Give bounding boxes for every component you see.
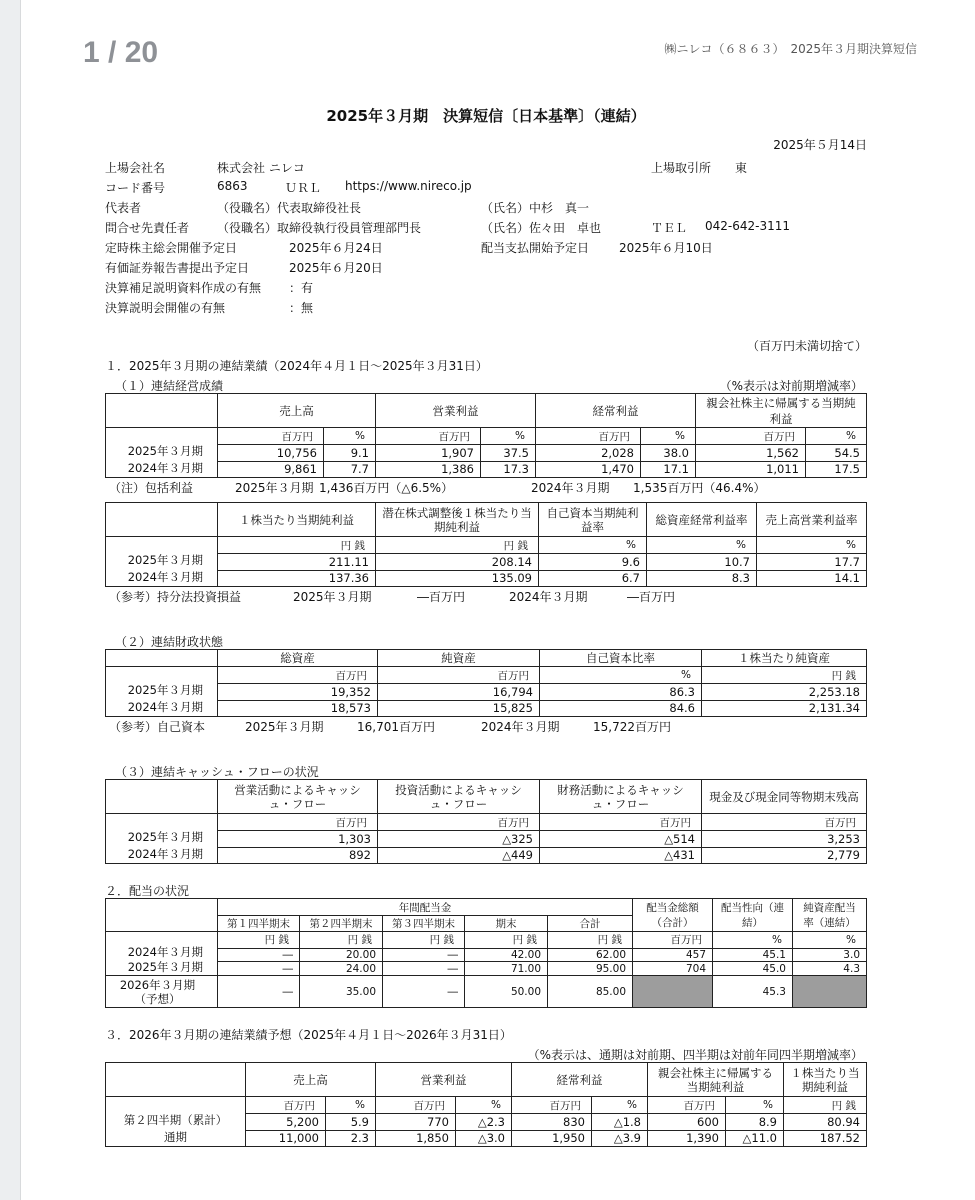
- col-header: 合計: [548, 916, 633, 932]
- col-header: 営業利益: [376, 394, 536, 428]
- cell: 830: [512, 1114, 592, 1130]
- row-label: 2024年３月期: [127, 700, 203, 714]
- unit: %: [324, 428, 376, 445]
- unit: %: [806, 428, 867, 445]
- col-header: 売上高営業利益率: [757, 503, 867, 537]
- table-row: [106, 554, 867, 570]
- cell: ―: [383, 948, 465, 962]
- section-1-title: １．2025年３月期の連結業績（2024年４月１日～2025年３月31日）: [105, 359, 488, 373]
- info-row: [105, 199, 867, 219]
- col-header: １株当たり当期純利益: [784, 1063, 867, 1097]
- row-label: 2025年３月期: [127, 553, 203, 567]
- cell: 35.00: [300, 976, 383, 1008]
- section-1-1-row: [105, 377, 867, 393]
- unit: 百万円: [218, 428, 324, 445]
- section-1-2-title: （２）連結財政状態: [115, 635, 224, 649]
- report-label: 有価証券報告書提出予定日: [105, 261, 250, 275]
- unit: 円 銭: [548, 932, 633, 949]
- cell: 3,253: [702, 831, 867, 847]
- unit: %: [793, 932, 867, 949]
- cell: 86.3: [540, 684, 702, 700]
- page-indicator: 1 / 20: [83, 36, 159, 69]
- col-header: 現金及び現金同等物期末残高: [702, 780, 867, 814]
- row-label: 第２四半期（累計）: [123, 1113, 228, 1127]
- cell: 54.5: [806, 445, 867, 461]
- table-dividends: [105, 898, 867, 1008]
- url-label: ＵＲＬ: [285, 181, 322, 195]
- briefing-label: 決算説明会開催の有無: [105, 301, 226, 315]
- cell: 2,131.34: [702, 700, 867, 716]
- unit: %: [326, 1097, 376, 1114]
- forecast-pct-note: （%表示は、通期は対前期、四半期は対前年同四半期増減率）: [527, 1048, 863, 1062]
- cell: 9.1: [324, 445, 376, 461]
- cell: 137.36: [218, 570, 376, 586]
- div-start-label: 配当支払開始予定日: [481, 241, 590, 255]
- table-cash-flows: [105, 779, 867, 864]
- unit: 円 銭: [784, 1097, 867, 1114]
- cell: 10.7: [647, 554, 757, 570]
- code-label: コード番号: [105, 181, 166, 195]
- cell: 6.7: [539, 570, 647, 586]
- row-label: 2024年３月期: [127, 945, 203, 959]
- unit: 円 銭: [383, 932, 465, 949]
- unit: %: [757, 537, 867, 554]
- unit: 百万円: [512, 1097, 592, 1114]
- cell: 704: [633, 962, 713, 976]
- info-row: [105, 219, 867, 239]
- unit: 円 銭: [376, 537, 539, 554]
- col-header: 第２四半期末: [300, 916, 383, 932]
- cell: 1,850: [376, 1130, 456, 1146]
- col-group-header: 年間配当金: [218, 899, 633, 916]
- doc-date: 2025年５月14日: [773, 138, 867, 152]
- col-header: 配当金総額（合計）: [633, 899, 713, 932]
- cell: 84.6: [540, 700, 702, 716]
- cell: 2,028: [536, 445, 641, 461]
- table-row: [106, 445, 867, 461]
- info-row: [105, 279, 867, 299]
- unit: %: [592, 1097, 648, 1114]
- shaded-cell: [793, 976, 867, 1008]
- cell: 11,000: [246, 1130, 326, 1146]
- col-header: 経常利益: [536, 394, 696, 428]
- col-header: 潜在株式調整後１株当たり当期純利益: [376, 503, 539, 537]
- cell: 5.9: [326, 1114, 376, 1130]
- unit: %: [726, 1097, 784, 1114]
- info-row: [105, 299, 867, 319]
- report-value: 2025年６月20日: [289, 261, 383, 275]
- cell: ―: [218, 962, 300, 976]
- unit: %: [641, 428, 696, 445]
- info-row: [105, 179, 867, 199]
- row-label: 2025年３月期: [127, 444, 203, 458]
- table-forecast: [105, 1062, 867, 1147]
- row-labels: [106, 428, 218, 478]
- cell: △325: [378, 831, 540, 847]
- rounding-note: （百万円未満切捨て）: [746, 339, 867, 353]
- unit: 円 銭: [218, 537, 376, 554]
- cell: 600: [648, 1114, 726, 1130]
- unit: %: [540, 667, 702, 684]
- col-header: 自己資本当期純利益率: [539, 503, 647, 537]
- cell: 18,573: [218, 700, 378, 716]
- row-label: 2025年３月期: [127, 830, 203, 844]
- col-header: 営業活動によるキャッシュ・フロー: [218, 780, 378, 814]
- col-header: 自己資本比率: [540, 650, 702, 667]
- info-row: [105, 159, 867, 179]
- table-operating-results: [105, 393, 867, 478]
- cell: 38.0: [641, 445, 696, 461]
- col-header: 親会社株主に帰属する当期純利益: [648, 1063, 784, 1097]
- unit: 百万円: [633, 932, 713, 949]
- pct-note: （%表示は対前期増減率）: [719, 379, 863, 393]
- row-label: 2024年３月期: [127, 847, 203, 861]
- company-label: 上場会社名: [105, 161, 166, 175]
- unit: 百万円: [376, 428, 481, 445]
- col-header: 期末: [465, 916, 548, 932]
- cell: 1,470: [536, 461, 641, 477]
- row-labels: [106, 932, 218, 976]
- unit: %: [713, 932, 793, 949]
- table-financial-position: [105, 649, 867, 717]
- contact-role: （役職名）取締役執行役員管理部門長: [217, 221, 422, 235]
- col-header: 純資産配当率（連結）: [793, 899, 867, 932]
- cell: ―: [218, 976, 300, 1008]
- cell: △431: [540, 847, 702, 863]
- cell: ―: [383, 962, 465, 976]
- unit: 円 銭: [300, 932, 383, 949]
- cell: 45.3: [713, 976, 793, 1008]
- unit: %: [456, 1097, 512, 1114]
- cell: 9,861: [218, 461, 324, 477]
- cell: 4.3: [793, 962, 867, 976]
- cell: 42.00: [465, 948, 548, 962]
- section-1-1-title: （１）連結経営成績: [115, 379, 224, 393]
- tel-label: ＴＥＬ: [651, 221, 688, 235]
- agm-value: 2025年６月24日: [289, 241, 383, 255]
- col-header: 営業利益: [376, 1063, 512, 1097]
- cell: 892: [218, 847, 378, 863]
- cell: 770: [376, 1114, 456, 1130]
- col-header: 売上高: [218, 394, 376, 428]
- table-row: [106, 700, 867, 716]
- cell: △3.9: [592, 1130, 648, 1146]
- cell: △3.0: [456, 1130, 512, 1146]
- unit: 百万円: [218, 667, 378, 684]
- table-row: [106, 461, 867, 477]
- code-value: 6863: [217, 179, 248, 193]
- cell: 1,950: [512, 1130, 592, 1146]
- cell: 8.9: [726, 1114, 784, 1130]
- table-row: [106, 570, 867, 586]
- note-equity-capital: （参考）自己資本 2025年３月期 16,701百万円 2024年３月期 15,722百万円: [109, 719, 671, 734]
- briefing-value: ：無: [289, 301, 314, 315]
- agm-label: 定時株主総会開催予定日: [105, 241, 238, 255]
- info-row: [105, 239, 867, 259]
- cell: 187.52: [784, 1130, 867, 1146]
- rep-role: （役職名）代表取締役社長: [217, 201, 362, 215]
- cell: 17.1: [641, 461, 696, 477]
- note-equity-method: （参考）持分法投資損益 2025年３月期 ―百万円 2024年３月期 ―百万円: [109, 589, 676, 604]
- unit: 百万円: [218, 814, 378, 831]
- unit: 百万円: [702, 814, 867, 831]
- unit: 円 銭: [218, 932, 300, 949]
- cell: 5,200: [246, 1114, 326, 1130]
- cell: 37.5: [481, 445, 536, 461]
- document-body: [105, 105, 867, 1147]
- row-label: 2024年３月期: [127, 570, 203, 584]
- table-row: [106, 847, 867, 863]
- cell: 45.0: [713, 962, 793, 976]
- cell: 1,303: [218, 831, 378, 847]
- row-labels: [106, 667, 218, 717]
- unit: %: [481, 428, 536, 445]
- row-labels: [106, 814, 218, 864]
- unit: 円 銭: [465, 932, 548, 949]
- rep-label: 代表者: [105, 201, 142, 215]
- company-name: 株式会社 ニレコ: [217, 161, 305, 175]
- col-header: 投資活動によるキャッシュ・フロー: [378, 780, 540, 814]
- table-row: [106, 684, 867, 700]
- cell: 45.1: [713, 948, 793, 962]
- table-row: [106, 948, 867, 962]
- cell: 95.00: [548, 962, 633, 976]
- cell: 1,390: [648, 1130, 726, 1146]
- rep-name: （氏名）中杉 真一: [481, 201, 590, 215]
- unit: 円 銭: [702, 667, 867, 684]
- cell: 15,825: [378, 700, 540, 716]
- contact-label: 問合せ先責任者: [105, 221, 190, 235]
- table-row: [106, 962, 867, 976]
- cell: 17.3: [481, 461, 536, 477]
- cell: 62.00: [548, 948, 633, 962]
- cell: 457: [633, 948, 713, 962]
- cell: 208.14: [376, 554, 539, 570]
- cell: 17.5: [806, 461, 867, 477]
- cell: △1.8: [592, 1114, 648, 1130]
- col-header: 財務活動によるキャッシュ・フロー: [540, 780, 702, 814]
- cell: 1,011: [696, 461, 806, 477]
- unit: 百万円: [536, 428, 641, 445]
- contact-name: （氏名）佐々田 卓也: [481, 221, 602, 235]
- supp-value: ：有: [289, 281, 314, 295]
- cell: 1,386: [376, 461, 481, 477]
- unit: 百万円: [378, 814, 540, 831]
- cell: 8.3: [647, 570, 757, 586]
- div-start-value: 2025年６月10日: [619, 241, 713, 255]
- cell: 71.00: [465, 962, 548, 976]
- cell: △514: [540, 831, 702, 847]
- tel-value: 042-642-3111: [705, 219, 791, 233]
- cell: 1,907: [376, 445, 481, 461]
- cell: △449: [378, 847, 540, 863]
- exchange-value: 東: [735, 161, 748, 175]
- section-2-title: ２．配当の状況: [105, 884, 190, 898]
- unit: 百万円: [246, 1097, 326, 1114]
- cell: 85.00: [548, 976, 633, 1008]
- row-label: 2025年３月期: [127, 960, 203, 974]
- cell: 19,352: [218, 684, 378, 700]
- section-1-3-title: （３）連結キャッシュ・フローの状況: [115, 765, 319, 779]
- cell: 16,794: [378, 684, 540, 700]
- col-header: 第３四半期末: [383, 916, 465, 932]
- row-label: 2024年３月期: [127, 461, 203, 475]
- col-header: 総資産経常利益率: [647, 503, 757, 537]
- cell: 24.00: [300, 962, 383, 976]
- row-labels: [106, 537, 218, 587]
- cell: 9.6: [539, 554, 647, 570]
- cell: 2.3: [326, 1130, 376, 1146]
- unit: 百万円: [696, 428, 806, 445]
- cell: 3.0: [793, 948, 867, 962]
- cell: △2.3: [456, 1114, 512, 1130]
- table-row: [106, 831, 867, 847]
- cell: △11.0: [726, 1130, 784, 1146]
- unit: %: [647, 537, 757, 554]
- url-link[interactable]: https://www.nireco.jp: [345, 179, 472, 193]
- table-per-share: [105, 502, 867, 587]
- supp-label: 決算補足説明資料作成の有無: [105, 281, 262, 295]
- unit: 百万円: [378, 667, 540, 684]
- shaded-cell: [633, 976, 713, 1008]
- col-header: 経常利益: [512, 1063, 648, 1097]
- cell: 2,253.18: [702, 684, 867, 700]
- col-header: 総資産: [218, 650, 378, 667]
- cell: 211.11: [218, 554, 376, 570]
- col-header: １株当たり当期純利益: [218, 503, 376, 537]
- cell: 80.94: [784, 1114, 867, 1130]
- note-comprehensive-income: （注）包括利益 2025年３月期 1,436百万円（△6.5%） 2024年３月期 1,535百万円（46.4%）: [109, 480, 766, 495]
- section-3-title: ３．2026年３月期の連結業績予想（2025年４月１日～2026年３月31日）: [105, 1028, 512, 1042]
- row-label: 2026年３月期 （予想）: [106, 976, 218, 1008]
- cell: 14.1: [757, 570, 867, 586]
- running-header: ㈱ニレコ（６８６３） 2025年３月期決算短信: [664, 42, 917, 56]
- col-header: １株当たり純資産: [702, 650, 867, 667]
- cell: 135.09: [376, 570, 539, 586]
- unit: %: [539, 537, 647, 554]
- cell: ―: [218, 948, 300, 962]
- col-header: 第１四半期末: [218, 916, 300, 932]
- cell: ―: [383, 976, 465, 1008]
- cell: 10,756: [218, 445, 324, 461]
- unit: 百万円: [540, 814, 702, 831]
- col-header: 売上高: [246, 1063, 376, 1097]
- table-row-forecast: [106, 976, 867, 1008]
- cell: 20.00: [300, 948, 383, 962]
- unit: 百万円: [648, 1097, 726, 1114]
- col-header: 配当性向（連結）: [713, 899, 793, 932]
- exchange-label: 上場取引所: [651, 161, 712, 175]
- cell: 2,779: [702, 847, 867, 863]
- col-header: 親会社株主に帰属する当期純利益: [696, 394, 867, 428]
- cell: 50.00: [465, 976, 548, 1008]
- cell: 17.7: [757, 554, 867, 570]
- unit: 百万円: [376, 1097, 456, 1114]
- row-labels: [106, 1097, 246, 1147]
- row-label: 2025年３月期: [127, 683, 203, 697]
- col-header: 純資産: [378, 650, 540, 667]
- info-row: [105, 259, 867, 279]
- row-label: 通期: [164, 1130, 187, 1144]
- cell: 7.7: [324, 461, 376, 477]
- cell: 1,562: [696, 445, 806, 461]
- doc-title: 2025年３月期 決算短信〔日本基準〕（連結）: [326, 107, 646, 125]
